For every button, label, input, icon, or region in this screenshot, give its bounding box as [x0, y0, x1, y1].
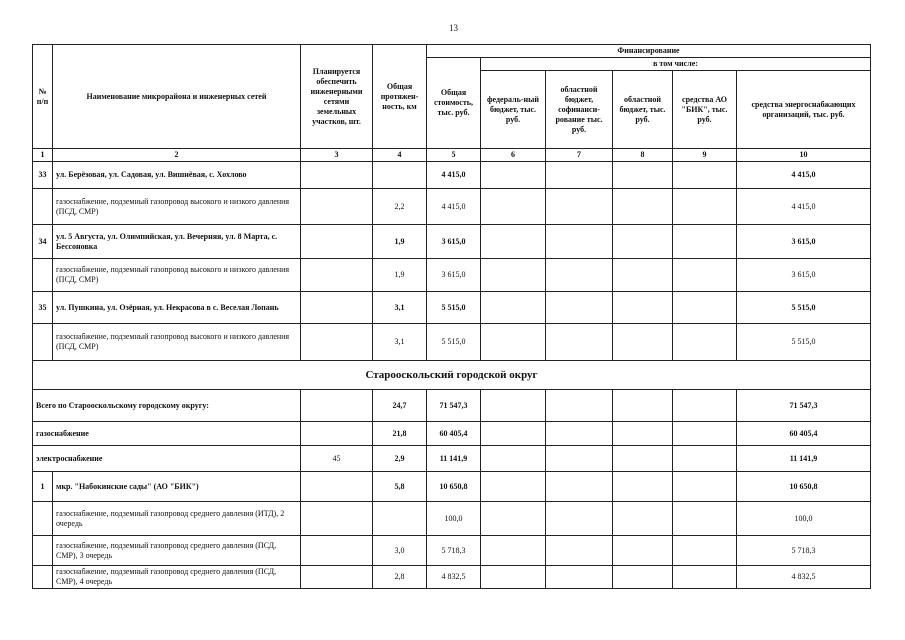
- row-regional: [613, 162, 673, 189]
- row-cost: 10 650,8: [427, 472, 481, 502]
- row-planned: [301, 324, 373, 361]
- summary-energy: 71 547,3: [737, 390, 871, 422]
- summary-cost: 60 405,4: [427, 422, 481, 446]
- row-regional-cofin: [546, 502, 613, 536]
- row-num: 34: [33, 225, 53, 259]
- row-planned: [301, 566, 373, 589]
- row-federal: [481, 472, 546, 502]
- row-num: 1: [33, 472, 53, 502]
- row-bik: [673, 162, 737, 189]
- row-cost: 100,0: [427, 502, 481, 536]
- row-length: [373, 502, 427, 536]
- row-num: 33: [33, 162, 53, 189]
- row-bik: [673, 472, 737, 502]
- summary-regional-cofin: [546, 422, 613, 446]
- page-number: 13: [449, 23, 458, 33]
- row-federal: [481, 324, 546, 361]
- row-planned: [301, 225, 373, 259]
- table-row: [33, 536, 871, 566]
- row-bik: [673, 189, 737, 225]
- column-number: 8: [613, 149, 673, 162]
- column-number: 2: [53, 149, 301, 162]
- summary-regional-cofin: [546, 446, 613, 472]
- row-regional: [613, 566, 673, 589]
- column-number: 6: [481, 149, 546, 162]
- summary-cost: 11 141,9: [427, 446, 481, 472]
- column-number: 10: [737, 149, 871, 162]
- row-name: газоснабжение, подземный газопровод среднего давления (ИТД), 2 очередь: [53, 502, 301, 536]
- table-row: [33, 324, 871, 361]
- section-row: [33, 361, 871, 390]
- row-length: 2,2: [373, 189, 427, 225]
- row-cost: 4 415,0: [427, 162, 481, 189]
- row-name: газоснабжение, подземный газопровод среднего давления (ПСД, СМР), 3 очередь: [53, 536, 301, 566]
- row-length: [373, 162, 427, 189]
- row-energy: 5 718,3: [737, 536, 871, 566]
- row-name: газоснабжение, подземный газопровод высокого и низкого давления (ПСД, СМР): [53, 324, 301, 361]
- column-number: 5: [427, 149, 481, 162]
- table-row: [33, 472, 871, 502]
- row-name: газоснабжение, подземный газопровод среднего давления (ПСД, СМР), 4 очередь: [53, 566, 301, 589]
- header-planned: Планируется обеспечить инженерными сетями земельных участков, шт.: [301, 45, 373, 149]
- row-energy: 5 515,0: [737, 324, 871, 361]
- row-planned: [301, 292, 373, 324]
- header-including: в том числе:: [481, 58, 871, 71]
- row-federal: [481, 292, 546, 324]
- row-energy: 5 515,0: [737, 292, 871, 324]
- summary-bik: [673, 390, 737, 422]
- column-number-row: [33, 149, 871, 162]
- row-energy: 10 650,8: [737, 472, 871, 502]
- summary-bik: [673, 422, 737, 446]
- row-bik: [673, 292, 737, 324]
- row-name: газоснабжение, подземный газопровод высокого и низкого давления (ПСД, СМР): [53, 259, 301, 292]
- row-planned: [301, 259, 373, 292]
- row-num: [33, 536, 53, 566]
- row-regional: [613, 259, 673, 292]
- summary-planned: [301, 390, 373, 422]
- row-regional-cofin: [546, 259, 613, 292]
- row-num: [33, 566, 53, 589]
- row-bik: [673, 566, 737, 589]
- table-row: [33, 292, 871, 324]
- column-number: 4: [373, 149, 427, 162]
- row-length: 3,1: [373, 324, 427, 361]
- row-planned: [301, 189, 373, 225]
- column-number: 7: [546, 149, 613, 162]
- summary-length: 21,8: [373, 422, 427, 446]
- row-length: 5,8: [373, 472, 427, 502]
- table-row: [33, 189, 871, 225]
- row-regional-cofin: [546, 536, 613, 566]
- row-bik: [673, 502, 737, 536]
- row-federal: [481, 259, 546, 292]
- row-federal: [481, 536, 546, 566]
- row-cost: 5 718,3: [427, 536, 481, 566]
- row-num: [33, 189, 53, 225]
- summary-name: Всего по Старооскольскому городскому округу:: [33, 390, 301, 422]
- row-energy: 100,0: [737, 502, 871, 536]
- header-federal: федераль-ный бюджет, тыс. руб.: [481, 71, 546, 149]
- summary-row: [33, 446, 871, 472]
- row-regional: [613, 324, 673, 361]
- header-regional-cofin: областной бюджет, софинанси-рование тыс. руб.: [546, 71, 613, 149]
- row-regional: [613, 225, 673, 259]
- summary-regional: [613, 390, 673, 422]
- table-row: [33, 162, 871, 189]
- row-regional-cofin: [546, 162, 613, 189]
- row-energy: 3 615,0: [737, 225, 871, 259]
- summary-planned: [301, 422, 373, 446]
- header-bik: средства АО "БИК", тыс. руб.: [673, 71, 737, 149]
- row-cost: 4 415,0: [427, 189, 481, 225]
- summary-energy: 11 141,9: [737, 446, 871, 472]
- row-length: 3,1: [373, 292, 427, 324]
- row-federal: [481, 162, 546, 189]
- row-energy: 3 615,0: [737, 259, 871, 292]
- header-num: № п/п: [33, 45, 53, 149]
- row-planned: [301, 502, 373, 536]
- table-row: [33, 566, 871, 589]
- row-length: 1,9: [373, 225, 427, 259]
- column-number: 3: [301, 149, 373, 162]
- row-planned: [301, 536, 373, 566]
- row-energy: 4 832,5: [737, 566, 871, 589]
- summary-name: электроснабжение: [33, 446, 301, 472]
- summary-length: 2,9: [373, 446, 427, 472]
- summary-planned: 45: [301, 446, 373, 472]
- row-energy: 4 415,0: [737, 162, 871, 189]
- row-cost: 5 515,0: [427, 292, 481, 324]
- row-length: 1,9: [373, 259, 427, 292]
- summary-federal: [481, 422, 546, 446]
- row-planned: [301, 162, 373, 189]
- row-energy: 4 415,0: [737, 189, 871, 225]
- row-regional-cofin: [546, 324, 613, 361]
- row-num: [33, 259, 53, 292]
- summary-cost: 71 547,3: [427, 390, 481, 422]
- row-length: 3,0: [373, 536, 427, 566]
- row-regional-cofin: [546, 189, 613, 225]
- summary-federal: [481, 446, 546, 472]
- summary-bik: [673, 446, 737, 472]
- row-num: [33, 502, 53, 536]
- row-name: мкр. "Набокинские сады" (АО "БИК"): [53, 472, 301, 502]
- summary-name: газоснабжение: [33, 422, 301, 446]
- summary-row: [33, 390, 871, 422]
- table-row: [33, 259, 871, 292]
- row-regional: [613, 292, 673, 324]
- row-regional-cofin: [546, 225, 613, 259]
- row-bik: [673, 324, 737, 361]
- table-row: [33, 225, 871, 259]
- header-length: Общая протяжен-ность, км: [373, 45, 427, 149]
- row-bik: [673, 225, 737, 259]
- column-number: 1: [33, 149, 53, 162]
- summary-regional: [613, 422, 673, 446]
- table-row: [33, 502, 871, 536]
- header-name: Наименование микрорайона и инженерных сетей: [53, 45, 301, 149]
- row-cost: 3 615,0: [427, 225, 481, 259]
- row-name: ул. Пушкина, ул. Озёрная, ул. Некрасова в с. Веселая Лопань: [53, 292, 301, 324]
- header-cost: Общая стоимость, тыс. руб.: [427, 58, 481, 149]
- row-num: 35: [33, 292, 53, 324]
- row-bik: [673, 259, 737, 292]
- summary-length: 24,7: [373, 390, 427, 422]
- row-federal: [481, 566, 546, 589]
- row-planned: [301, 472, 373, 502]
- table-body: [33, 45, 871, 589]
- row-federal: [481, 189, 546, 225]
- row-length: 2,8: [373, 566, 427, 589]
- summary-energy: 60 405,4: [737, 422, 871, 446]
- summary-federal: [481, 390, 546, 422]
- row-cost: 3 615,0: [427, 259, 481, 292]
- row-regional-cofin: [546, 472, 613, 502]
- row-name: газоснабжение, подземный газопровод высокого и низкого давления (ПСД, СМР): [53, 189, 301, 225]
- row-name: ул. 5 Августа, ул. Олимпийская, ул. Вечерняя, ул. 8 Марта, с. Бессоновка: [53, 225, 301, 259]
- row-regional: [613, 189, 673, 225]
- row-regional-cofin: [546, 566, 613, 589]
- row-regional: [613, 502, 673, 536]
- header-energy: средства энергоснабжающих организаций, тыс. руб.: [737, 71, 871, 149]
- row-cost: 4 832,5: [427, 566, 481, 589]
- header-financing: Финансирование: [427, 45, 871, 58]
- column-number: 9: [673, 149, 737, 162]
- row-federal: [481, 225, 546, 259]
- summary-regional: [613, 446, 673, 472]
- row-name: ул. Берёзовая, ул. Садовая, ул. Вишнёвая, с. Хохлово: [53, 162, 301, 189]
- row-bik: [673, 536, 737, 566]
- row-regional-cofin: [546, 292, 613, 324]
- section-title: Старооскольский городской округ: [33, 361, 871, 390]
- header-regional: областной бюджет, тыс. руб.: [613, 71, 673, 149]
- row-regional: [613, 536, 673, 566]
- row-federal: [481, 502, 546, 536]
- summary-row: [33, 422, 871, 446]
- row-regional: [613, 472, 673, 502]
- row-cost: 5 515,0: [427, 324, 481, 361]
- summary-regional-cofin: [546, 390, 613, 422]
- row-num: [33, 324, 53, 361]
- financing-table: [32, 44, 871, 589]
